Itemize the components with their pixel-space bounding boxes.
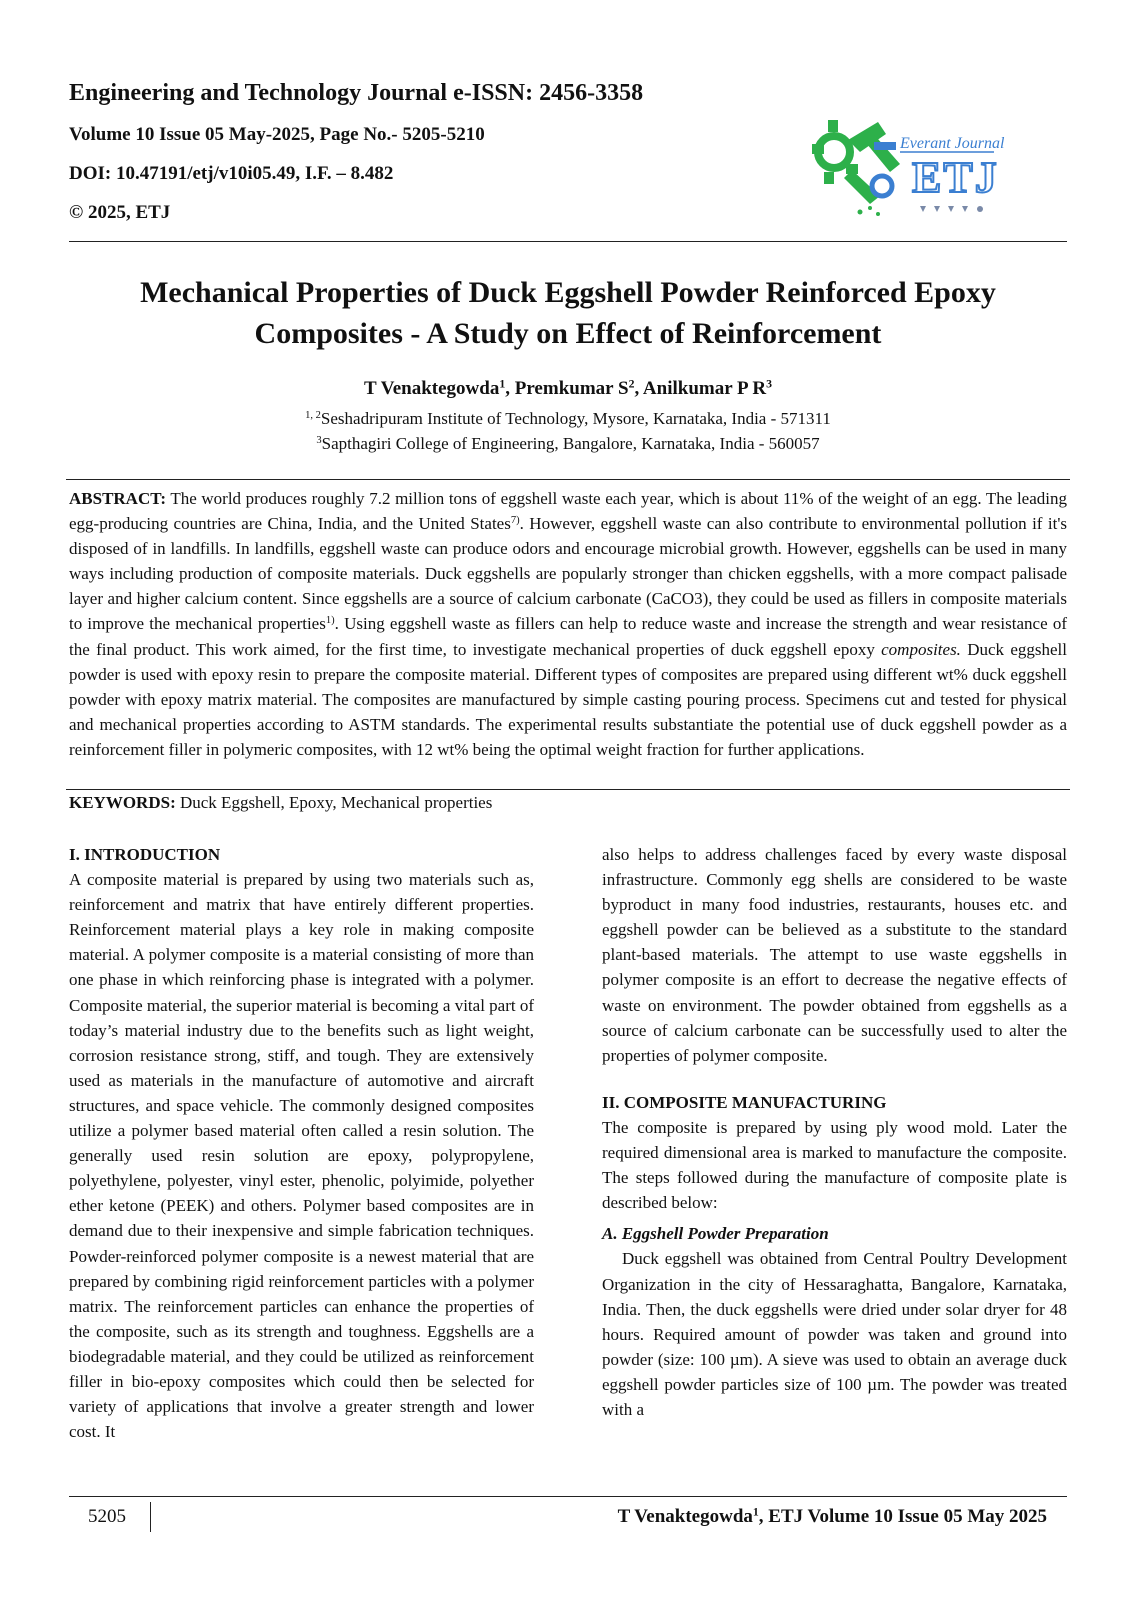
header-rule (69, 241, 1067, 242)
abstract-text: . Using eggshell waste as fillers can help to reduce waste and increase the strength and wear resistance of the final product. This work aimed, for the first time, to investigate mechanical properties of duck eggshell epoxy (69, 614, 1067, 659)
etj-logo (808, 112, 1026, 224)
intro-paragraph: A composite material is prepared by using two materials such as, reinforcement and matrix that have entirely different properties. Reinforcement material plays a key role in making composite material. A polymer composite is a material consisting of more than one phase in which reinforcing phase is integrated with a polymer. Composite material, the superior material is becoming a vital part of today’s material industry due to the benefits such as light weight, corrosion resistance strong, stiff, and tough. They are extensively used as materials in the manufacture of automotive and aircraft structures, and space vehicle. The commonly designed composites utilize a polymer based material often called a resin solution. The generally used resin solution are epoxy, polypropylene, polyethylene, polyester, vinyl ester, phenolic, polyimide, polyether ether ketone (PEEK) and others. Polymer based composites are in demand due to their inexpensive and simple fabrication techniques. Powder-reinforced polymer composite is a newest material that are prepared by combining rigid reinforcement particles with a polymer matrix. The reinforcement particles can enhance the properties of the composite, such as its strength and toughness. Eggshells are a biodegradable material, and they could be utilized as reinforcement filler in bio-epoxy composites which could then be selected for variety of applications that involve a greater strength and lower cost. It (69, 870, 535, 1442)
citation-ref: 7) (510, 515, 520, 527)
running-footer (618, 1506, 1047, 1528)
subsection-heading-powder: A. Eggshell Powder Preparation (602, 1224, 829, 1244)
footer-separator (150, 1502, 151, 1532)
logo-text-top: Everant Journal (900, 135, 1005, 152)
logo-text-main: ETJ (912, 153, 999, 202)
citation-ref: 1) (325, 615, 335, 627)
affiliation-mark: 3 (316, 435, 322, 447)
author-name: T Venaktegowda (364, 378, 500, 399)
author-list: T Venaktegowda$^1$, Premkumar $S^2$, Anilkumar P $R^3$ (364, 377, 772, 399)
page-number: 5205 (88, 1506, 126, 1527)
affiliation (69, 434, 1067, 454)
footer-rule (69, 1496, 1067, 1497)
volume-info: Volume 10 Issue 05 May-2025, Page No.- 5205-5210 (69, 124, 485, 145)
abstract-text: Duck eggshell powder is used with epoxy resin to prepare the composite material. Different types of composites are prepared using different wt% duck eggshell powder with epoxy matrix material. The composites are manufactured by simple casting pouring process. Specimens cut and tested for physical and mechanical properties according to ASTM standards. The experimental results substantiate the potential use of duck eggshell powder as a reinforcement filler in polymeric composites, with 12 wt% being the optimal weight fraction for further applications. (69, 639, 1068, 759)
left-column (69, 842, 534, 1444)
section-heading-introduction: I. INTRODUCTION (69, 845, 221, 864)
author-affil-mark: 2 (628, 377, 635, 391)
running-author-mark: 1 (752, 1505, 759, 1519)
author-name: Anilkumar P R (642, 378, 767, 399)
abstract-top-rule (66, 479, 1070, 480)
affiliation-text: Sapthagiri College of Engineering, Bangalore, Karnataka, India - 560057 (321, 434, 820, 453)
abstract (69, 486, 1067, 762)
right-column (602, 842, 1067, 1422)
powder-paragraph: Duck eggshell was obtained from Central Poultry Development Organization in the city of Hessaraghatta, Bangalore, Karnataka, India. Then, the duck eggshells were dried under solar dryer for 48 hours. Required amount of powder was taken and ground into powder (size: 100 µm). A sieve was used to obtain an average duck eggshell powder particles size of 100 µm. The powder was treated with a (602, 1249, 1067, 1419)
section-heading-manufacturing: II. COMPOSITE MANUFACTURING (602, 1092, 887, 1112)
keywords-text: Duck Eggshell, Epoxy, Mechanical properties (175, 793, 493, 812)
abstract-bottom-rule (66, 789, 1070, 790)
abstract-text: . However, eggshell waste can also contribute to environmental pollution if it's disposed of in landfills. In landfills, eggshell waste can produce odors and encourage microbial growth. However, eggshells can be used in many ways including production of composite materials. Duck eggshells are popularly stronger than chicken eggshells, with a more compact palisade layer and higher calcium content. Since eggshells are a source of calcium carbonate (CaCO3), they could be used as fillers in composite materials to improve the mechanical properties (69, 514, 1067, 634)
author-affil-mark: 3 (766, 377, 772, 391)
copyright: © 2025, ETJ (69, 202, 171, 223)
keywords (69, 793, 1067, 813)
author-name: Premkumar S (514, 378, 629, 399)
keywords-label: KEYWORDS: (69, 793, 176, 812)
abstract-italic: composites. (881, 639, 961, 659)
doi-info: DOI: 10.47191/etj/v10i05.49, I.F. – 8.482 (69, 163, 394, 184)
journal-name: Engineering and Technology Journal e-ISSN: 2456-3358 (69, 80, 644, 106)
abstract-text: The world produces roughly 7.2 million tons of eggshell waste each year, which is about 11% of the weight of an egg. The leading egg-producing countries are China, India, and the United States (69, 489, 1067, 534)
intro-paragraph-continued: also helps to address challenges faced by every waste disposal infrastructure. Commonly egg shells are considered to be waste byproduct in many food industries, restaurants, houses etc. and eggshell powder can be believed as a substitute to the standard plant-based materials. The attempt to use waste eggshells in polymer composite is an effort to decrease the negative effects of waste on environment. The powder obtained from eggshells as a source of calcium carbonate can be successfully used to alter the properties of polymer composite. (602, 845, 1067, 1065)
manufacturing-paragraph: The composite is prepared by using ply wood mold. Later the required dimensional area is marked to manufacture the composite. The steps followed during the manufacture of composite plate is described below: (602, 1117, 1067, 1213)
abstract-label: ABSTRACT: (69, 489, 166, 508)
author-affil-mark: 1 (499, 377, 506, 391)
affiliation-text: Seshadripuram Institute of Technology, Mysore, Karnataka, India - 571311 (320, 409, 831, 428)
affiliation (69, 409, 1067, 429)
affiliation-mark: 1, 2 (305, 410, 321, 422)
running-author: T Venaktegowda (617, 1506, 753, 1527)
running-rest: , ETJ Volume 10 Issue 05 May 2025 (758, 1506, 1047, 1527)
paper-title: Mechanical Properties of Duck Eggshell Powder Reinforced Epoxy Composites - A Study on Effect of Reinforcement (140, 276, 996, 350)
